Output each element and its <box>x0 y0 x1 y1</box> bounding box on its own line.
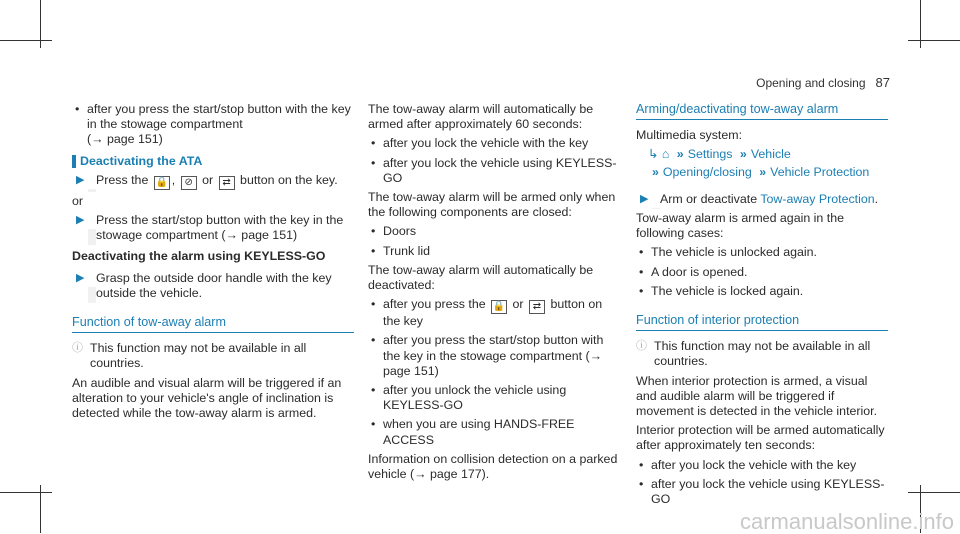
action-arrow-icon: ▶ <box>640 192 649 205</box>
trunk-key-icon: ⇄ <box>219 176 235 190</box>
page-number: 87 <box>875 75 890 90</box>
section-title: Opening and closing <box>756 76 866 90</box>
paragraph: The tow-away alarm will automatically be armed after approximately 60 seconds: <box>368 102 594 132</box>
list-item: • after you press the start/stop button with the key in the stowage compartment (→ page 151) <box>368 333 618 379</box>
list-item: • after you lock the vehicle with the key <box>368 136 618 151</box>
lock-key-icon: 🔒 <box>155 176 169 188</box>
note: ⓘ This function may not be available in all countries. <box>72 341 307 371</box>
crop-mark <box>0 40 52 41</box>
paragraph: An audible and visual alarm will be triggered if an alteration to your vehicle's angle of inclination is detected while the tow-away alarm is armed. <box>72 375 342 421</box>
watermark: carmanualsonline.info <box>739 508 954 534</box>
list-item: • when you are using HANDS-FREE ACCESS <box>368 417 618 447</box>
paragraph: Interior protection will be armed automatically after approximately ten seconds: <box>636 423 885 453</box>
paragraph: Tow-away alarm is armed again in the following cases: <box>636 211 844 241</box>
list-item: • after you lock the vehicle with the key <box>636 458 888 473</box>
home-icon: ⌂ <box>661 147 670 162</box>
action-step: ▶ Press the 🔒 , ⊘ or ⇄ button on the key. <box>72 173 354 190</box>
list-item: • after you lock the vehicle using KEYLESS-GO <box>636 477 888 507</box>
list-item: • Doors <box>368 224 618 239</box>
action-arrow-icon: ▶ <box>76 173 85 186</box>
multimedia-label: Multimedia system: <box>636 128 743 143</box>
menu-path: » Opening/closing » Vehicle Protection <box>652 164 870 179</box>
note: ⓘ This function may not be available in all countries. <box>636 339 871 369</box>
unlock-key-icon: ⊘ <box>181 176 197 190</box>
list-item: • The vehicle is unlocked again. <box>636 245 888 260</box>
subheading: Deactivating the ATA <box>72 154 354 169</box>
paragraph: The tow-away alarm will automatically be deactivated: <box>368 262 594 293</box>
paragraph: When interior protection is armed, a visual and audible alarm will be triggered if movement is detected in the vehicle interior. <box>636 373 878 419</box>
chevron-double-icon: » <box>652 164 659 179</box>
section-heading: Arming/deactivating tow-away alarm <box>636 102 888 120</box>
info-icon: ⓘ <box>72 342 83 355</box>
lock-key-icon: 🔒 <box>492 301 506 313</box>
action-step: ▶ Arm or deactivate Tow-away Protection. <box>636 192 888 207</box>
section-heading: Function of tow-away alarm <box>72 315 354 333</box>
crop-mark <box>908 40 960 41</box>
menu-link[interactable]: Tow-away Protection <box>760 191 875 206</box>
crop-mark <box>908 492 960 493</box>
column-2 <box>368 102 618 486</box>
action-arrow-icon: ▶ <box>76 214 85 227</box>
list-item: • after you press the start/stop button with the key in the stowage compartment (→ page 151) <box>72 102 354 148</box>
paragraph: Information on collision detection on a parked vehicle (→ page 177). <box>368 451 618 482</box>
chevron-double-icon: » <box>676 147 684 162</box>
list-item: • The vehicle is locked again. <box>636 284 888 299</box>
column-1 <box>72 102 354 425</box>
column-3 <box>636 102 888 511</box>
chevron-double-icon: » <box>759 164 767 179</box>
trunk-key-icon: ⇄ <box>529 300 545 314</box>
list-item: • after you unlock the vehicle using KEYLESS-GO <box>368 383 618 413</box>
action-step: ▶ Press the start/stop button with the key in the stowage compartment (→ page 151) <box>72 213 354 243</box>
menu-path: ↳ ⌂ » Settings » Vehicle <box>648 147 791 162</box>
list-item: • Trunk lid <box>368 244 618 259</box>
crop-mark <box>0 492 52 493</box>
action-arrow-icon: ▶ <box>76 271 85 284</box>
list-item: • after you press the 🔒 or ⇄ button on the key <box>368 297 618 329</box>
action-step: ▶ Grasp the outside door handle with the key outside the vehicle. <box>72 271 354 301</box>
page-header <box>756 75 890 91</box>
list-item: • after you lock the vehicle using KEYLESS-GO <box>368 156 618 186</box>
paragraph: The tow-away alarm will be armed only when the following components are closed: <box>368 190 616 220</box>
subheading: Deactivating the alarm using KEYLESS-GO <box>72 249 326 264</box>
info-icon: ⓘ <box>636 340 647 353</box>
or-text: or <box>72 193 84 208</box>
return-arrow-icon: ↳ <box>648 147 659 162</box>
list-item: • A door is opened. <box>636 265 888 280</box>
section-heading: Function of interior protection <box>636 313 888 331</box>
chevron-double-icon: » <box>739 147 747 162</box>
